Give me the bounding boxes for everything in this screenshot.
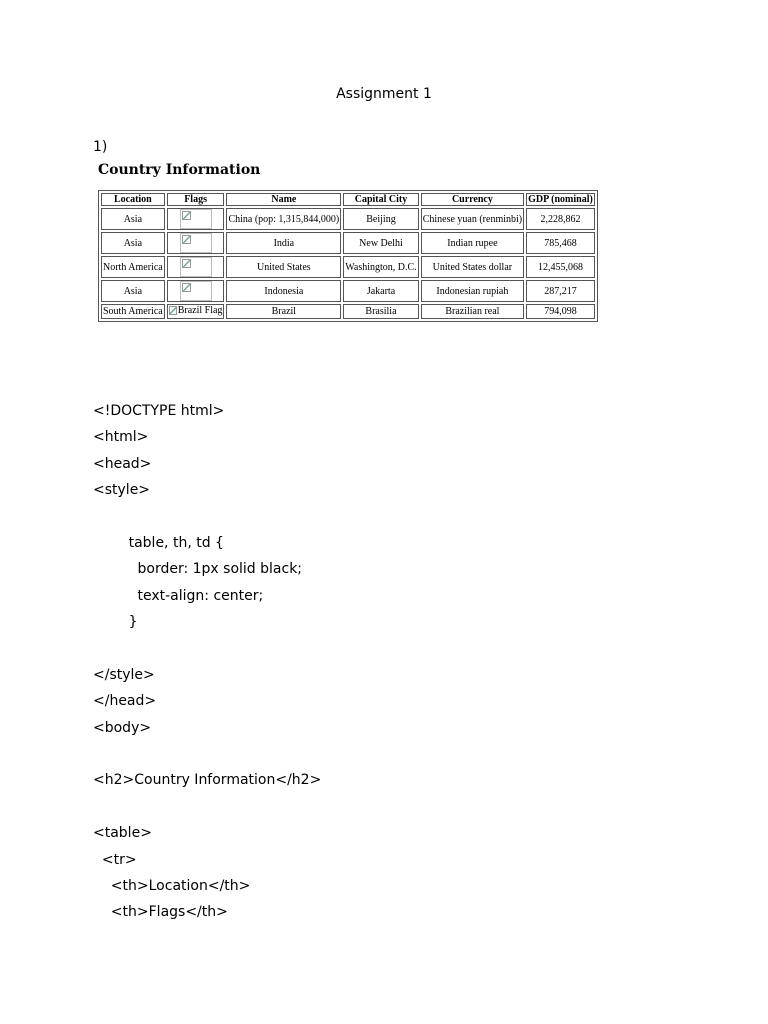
cell-capital: Beijing [343,208,418,230]
country-table [98,190,598,322]
cell-capital: Brasilia [343,304,418,319]
code-line: <style> [93,482,151,499]
table-header-row [101,193,595,206]
code-line: text-align: center; [93,587,264,604]
code-line: </head> [93,693,157,710]
cell-name: Indonesia [226,280,341,302]
cell-flag [167,208,225,230]
cell-currency: Indonesian rupiah [421,280,524,302]
broken-image-icon [180,257,212,277]
broken-image-icon [169,306,177,315]
cell-flag [167,304,225,319]
broken-image-icon [180,233,212,253]
question-number: 1) [93,139,108,155]
code-line: <body> [93,719,152,736]
header-name: Name [226,193,341,206]
code-line: </style> [93,666,155,683]
cell-gdp: 785,468 [526,232,595,254]
cell-gdp: 287,217 [526,280,595,302]
code-line [93,741,321,767]
cell-gdp: 2,228,862 [526,208,595,230]
table-row [101,208,595,230]
cell-flag [167,232,225,254]
header-location: Location [101,193,165,206]
cell-location: Asia [101,208,165,230]
cell-location: Asia [101,232,165,254]
code-line: <!DOCTYPE html> [93,403,225,419]
code-line: <head> [93,455,152,472]
cell-gdp: 12,455,068 [526,256,595,278]
code-line: border: 1px solid black; [93,561,303,578]
code-line [93,636,321,662]
cell-location: North America [101,256,165,278]
figure-heading: Country Information [98,162,261,178]
broken-image-icon [180,281,212,301]
cell-capital: Washington, D.C. [343,256,418,278]
code-line: <th>Flags</th> [93,904,228,921]
cell-capital: Jakarta [343,280,418,302]
code-line: <table> [93,825,152,842]
cell-gdp: 794,098 [526,304,595,319]
cell-capital: New Delhi [343,232,418,254]
code-line: <tr> [93,851,137,868]
code-line: } [93,614,138,631]
code-line: <html> [93,429,149,446]
broken-image-icon [180,209,212,229]
table-row [101,256,595,278]
header-flags: Flags [167,193,225,206]
header-gdp: GDP (nominal) [528,194,593,205]
cell-name: India [226,232,341,254]
header-capital-city: Capital City [343,193,418,206]
code-line [93,504,321,530]
country-information-figure [98,162,608,322]
table-row [101,304,595,319]
code-line: <th>Location</th> [93,878,251,895]
flag-alt-text: Brazil Flag [177,305,223,316]
cell-location: Asia [101,280,165,302]
cell-name: United States [226,256,341,278]
cell-currency: United States dollar [421,256,524,278]
cell-currency: Indian rupee [421,232,524,254]
header-currency: Currency [421,193,524,206]
table-row [101,280,595,302]
cell-currency: Brazilian real [421,304,524,319]
code-line: table, th, td { [93,534,224,551]
cell-name: Brazil [226,304,341,319]
code-line [93,794,321,820]
page-title: Assignment 1 [336,86,432,102]
cell-name: China (pop: 1,315,844,000) [226,208,341,230]
cell-currency: Chinese yuan (renminbi) [421,208,524,230]
code-listing [93,398,321,926]
cell-flag [167,280,225,302]
code-line: <h2>Country Information</h2> [93,772,322,789]
table-row [101,232,595,254]
broken-image-with-alt [169,305,223,316]
cell-location: South America [103,306,163,317]
cell-flag [167,256,225,278]
